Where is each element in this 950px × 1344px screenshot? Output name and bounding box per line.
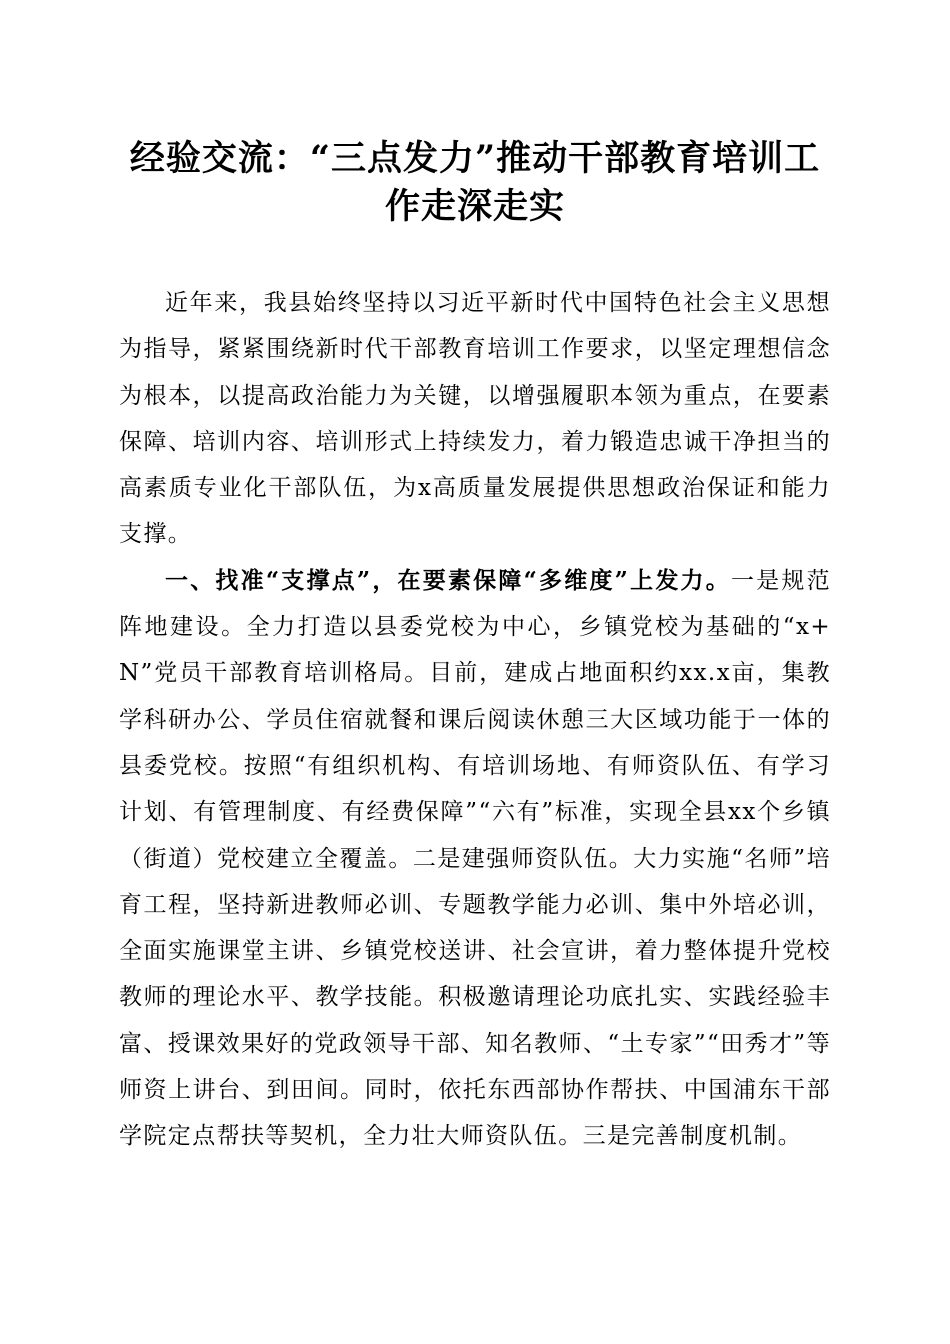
document-title-line-1: 经验交流：“三点发力”推动干部教育培训工: [129, 138, 821, 179]
section-1-paragraph: [119, 558, 831, 1160]
document-body: [119, 280, 831, 1160]
document-title-line-2: 作走深走实: [384, 186, 565, 227]
intro-paragraph: 近年来，我县始终坚持以习近平新时代中国特色社会主义思想为指导，紧紧围绕新时代干部教育培训工作要求，以坚定理想信念为根本，以提高政治能力为关键，以增强履职本领为重点，在要素保障、培训内容、培训形式上持续发力，着力锻造忠诚干净担当的高素质专业化干部队伍，为x高质量发展提供思想政治保证和能力支撑。: [119, 290, 831, 548]
section-1-body: 一是规范阵地建设。全力打造以县委党校为中心，乡镇党校为基础的“x+N”党员干部教育培训格局。目前，建成占地面积约xx.x亩，集教学科研办公、学员住宿就餐和课后阅读休憩三大区域功能于一体的县委党校。按照“有组织机构、有培训场地、有师资队伍、有学习计划、有管理制度、有经费保障”“六有”标准，实现全县xx个乡镇（街道）党校建立全覆盖。二是建强师资队伍。大力实施“名师”培育工程，坚持新进教师必训、专题教学能力必训、集中外培必训，全面实施课堂主讲、乡镇党校送讲、社会宣讲，着力整体提升党校教师的理论水平、教学技能。积极邀请理论功底扎实、实践经验丰富、授课效果好的党政领导干部、知名教师、“土专家”“田秀才”等师资上讲台、到田间。同时，依托东西部协作帮扶、中国浦东干部学院定点帮扶等契机，全力壮大师资队伍。三是完善制度机制。: [119, 567, 831, 1150]
section-1-heading: 一、找准“支撑点”，在要素保障“多维度”上发力。: [165, 566, 731, 594]
